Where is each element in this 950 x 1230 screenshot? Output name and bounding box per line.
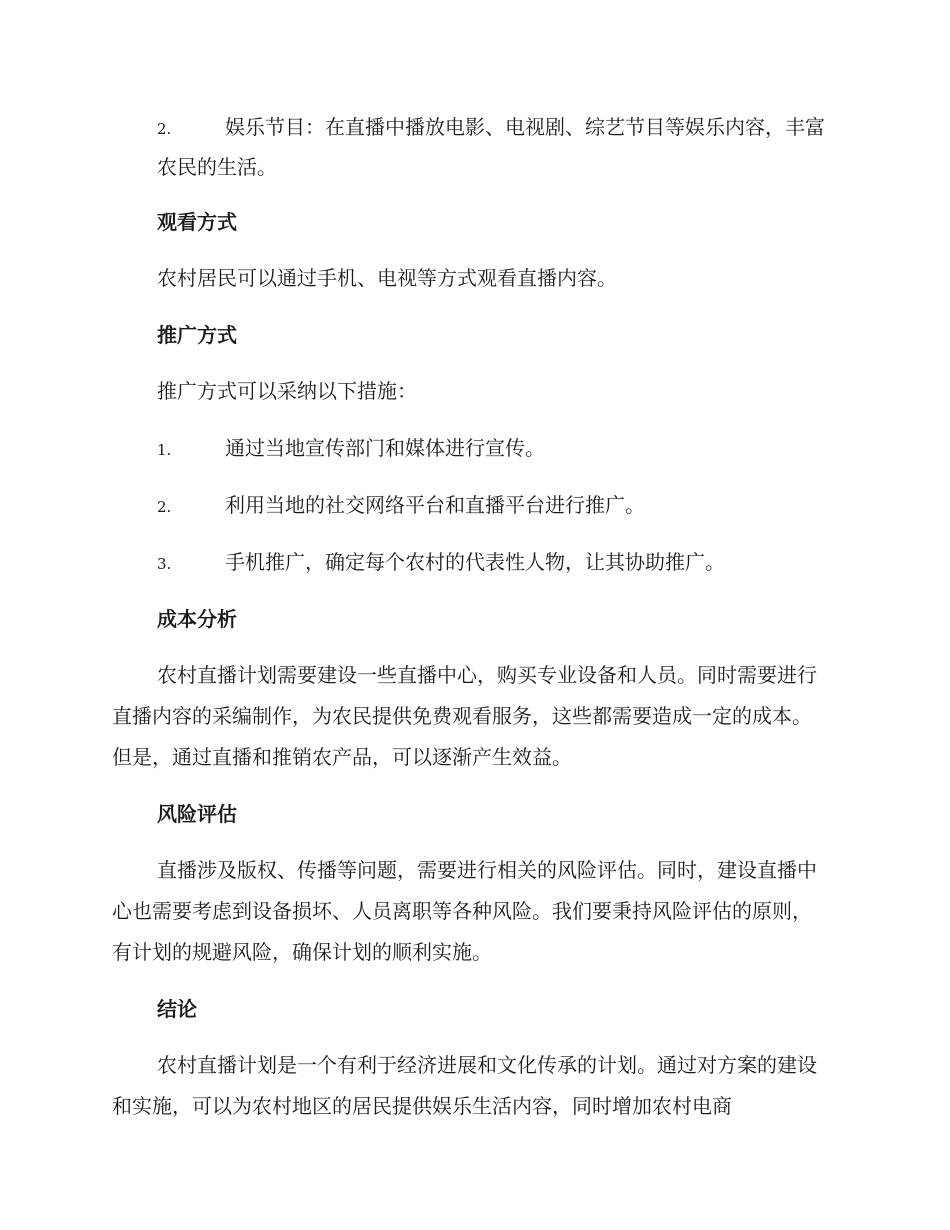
section-heading-viewing: 观看方式 bbox=[157, 210, 237, 234]
section-heading-risk: 风险评估 bbox=[157, 802, 237, 826]
list-number: 1. bbox=[157, 441, 172, 459]
list-item bbox=[112, 429, 828, 469]
list-text: 通过当地宣传部门和媒体进行宣传。 bbox=[225, 436, 545, 460]
list-text: 利用当地的社交网络平台和直播平台进行推广。 bbox=[225, 493, 645, 517]
list-item bbox=[112, 486, 828, 526]
list-text: 手机推广，确定每个农村的代表性人物，让其协助推广。 bbox=[225, 550, 725, 574]
list-number: 3. bbox=[157, 555, 172, 573]
section-heading-cost: 成本分析 bbox=[157, 607, 237, 631]
document-content bbox=[112, 108, 828, 1144]
list-item bbox=[112, 543, 828, 583]
list-number: 2. bbox=[157, 120, 172, 138]
section-heading-conclusion: 结论 bbox=[157, 997, 197, 1021]
section-heading-promotion: 推广方式 bbox=[157, 323, 237, 347]
conclusion-paragraph: 农村直播计划是一个有利于经济进展和文化传承的计划。通过对方案的建设和实施，可以为农村地区的居民提供娱乐生活内容，同时增加农村电商 bbox=[112, 1053, 817, 1118]
viewing-paragraph: 农村居民可以通过手机、电视等方式观看直播内容。 bbox=[157, 266, 617, 290]
risk-paragraph: 直播涉及版权、传播等问题，需要进行相关的风险评估。同时，建设直播中心也需要考虑到设备损坏、人员离职等各种风险。我们要秉持风险评估的原则，有计划的规避风险，确保计划的顺利实施。 bbox=[112, 858, 817, 964]
list-text: 娱乐节目：在直播中播放电影、电视剧、综艺节目等娱乐内容，丰富农民的生活。 bbox=[157, 115, 825, 179]
promotion-intro: 推广方式可以采纳以下措施： bbox=[157, 379, 417, 403]
list-number: 2. bbox=[157, 498, 172, 516]
list-item-entertainment bbox=[112, 108, 828, 186]
cost-paragraph: 农村直播计划需要建设一些直播中心，购买专业设备和人员。同时需要进行直播内容的采编制作，为农民提供免费观看服务，这些都需要造成一定的成本。但是，通过直播和推销农产品，可以逐渐产生效益。 bbox=[112, 663, 817, 769]
